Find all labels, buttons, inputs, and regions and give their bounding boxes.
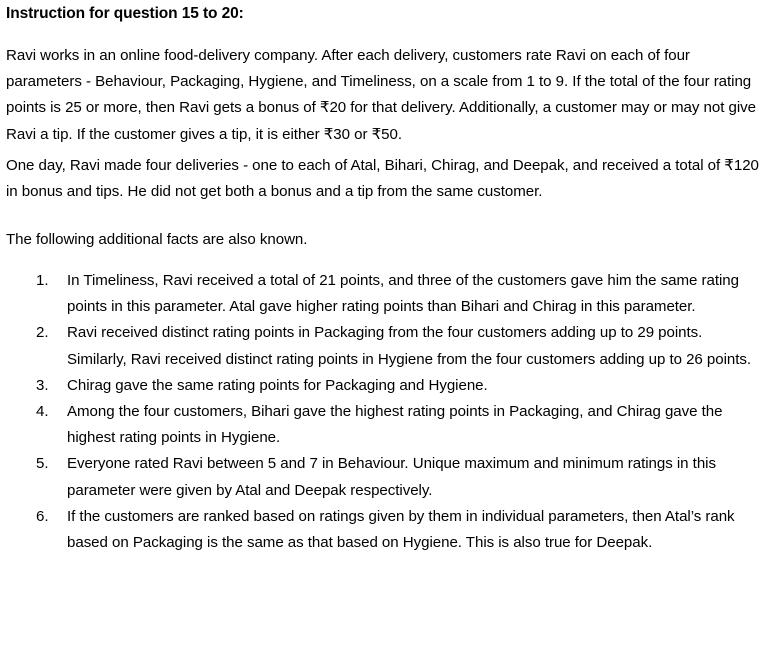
fact-number: 1. xyxy=(36,272,49,289)
fact-item-5 xyxy=(0,451,771,503)
fact-text: Everyone rated Ravi between 5 and 7 in Behaviour. Unique maximum and minimum ratings in this parameter were given by Atal and Deepak respectively. xyxy=(67,455,716,499)
fact-item-2 xyxy=(0,320,771,372)
fact-number: 2. xyxy=(36,324,49,342)
fact-item-6 xyxy=(0,504,771,556)
fact-item-4 xyxy=(0,399,771,451)
deliveries-paragraph: One day, Ravi made four deliveries - one to each of Atal, Bihari, Chirag, and Deepak, and received a total of ₹120 in bonus and tips. He did not get both a bonus and a tip from the same customer. xyxy=(6,157,759,201)
fact-text: If the customers are ranked based on ratings given by them in individual parameters, then Atal’s rank based on Packaging is the same as that based on Hygiene. This is also true for Deepak. xyxy=(67,507,735,552)
fact-text: Chirag gave the same rating points for Packaging and Hygiene. xyxy=(67,376,488,394)
section-heading: Instruction for question 15 to 20: xyxy=(6,5,244,22)
fact-item-1 xyxy=(0,268,771,320)
fact-text: Among the four customers, Bihari gave the highest rating points in Packaging, and Chirag gave the highest rating points in Hygiene. xyxy=(67,403,723,447)
fact-number: 4. xyxy=(36,403,49,421)
fact-number: 5. xyxy=(36,455,49,473)
fact-text: Ravi received distinct rating points in Packaging from the four customers adding up to 29 points. Similarly, Ravi received distinct rating points in Hygiene from the four customers adding up to 26 points. xyxy=(67,324,752,368)
fact-number: 6. xyxy=(36,507,49,525)
fact-number: 3. xyxy=(36,376,49,394)
fact-item-3 xyxy=(0,373,771,399)
facts-intro-paragraph: The following additional facts are also known. xyxy=(6,231,308,248)
facts-list xyxy=(0,268,771,556)
intro-paragraph: Ravi works in an online food-delivery company. After each delivery, customers rate Ravi on each of four parameters - Behaviour, Packaging, Hygiene, and Timeliness, on a scale from 1 to 9. If the total of the four rating points is 25 or more, then Ravi gets a bonus of ₹20 for that delivery. Additionally, a customer may or may not give Ravi a tip. If the customer gives a tip, it is either ₹30 or ₹50. xyxy=(6,47,756,143)
fact-text: In Timeliness, Ravi received a total of 21 points, and three of the customers gave him the same rating points in this parameter. Atal gave higher rating points than Bihari and Chirag in this parameter. xyxy=(67,272,739,316)
